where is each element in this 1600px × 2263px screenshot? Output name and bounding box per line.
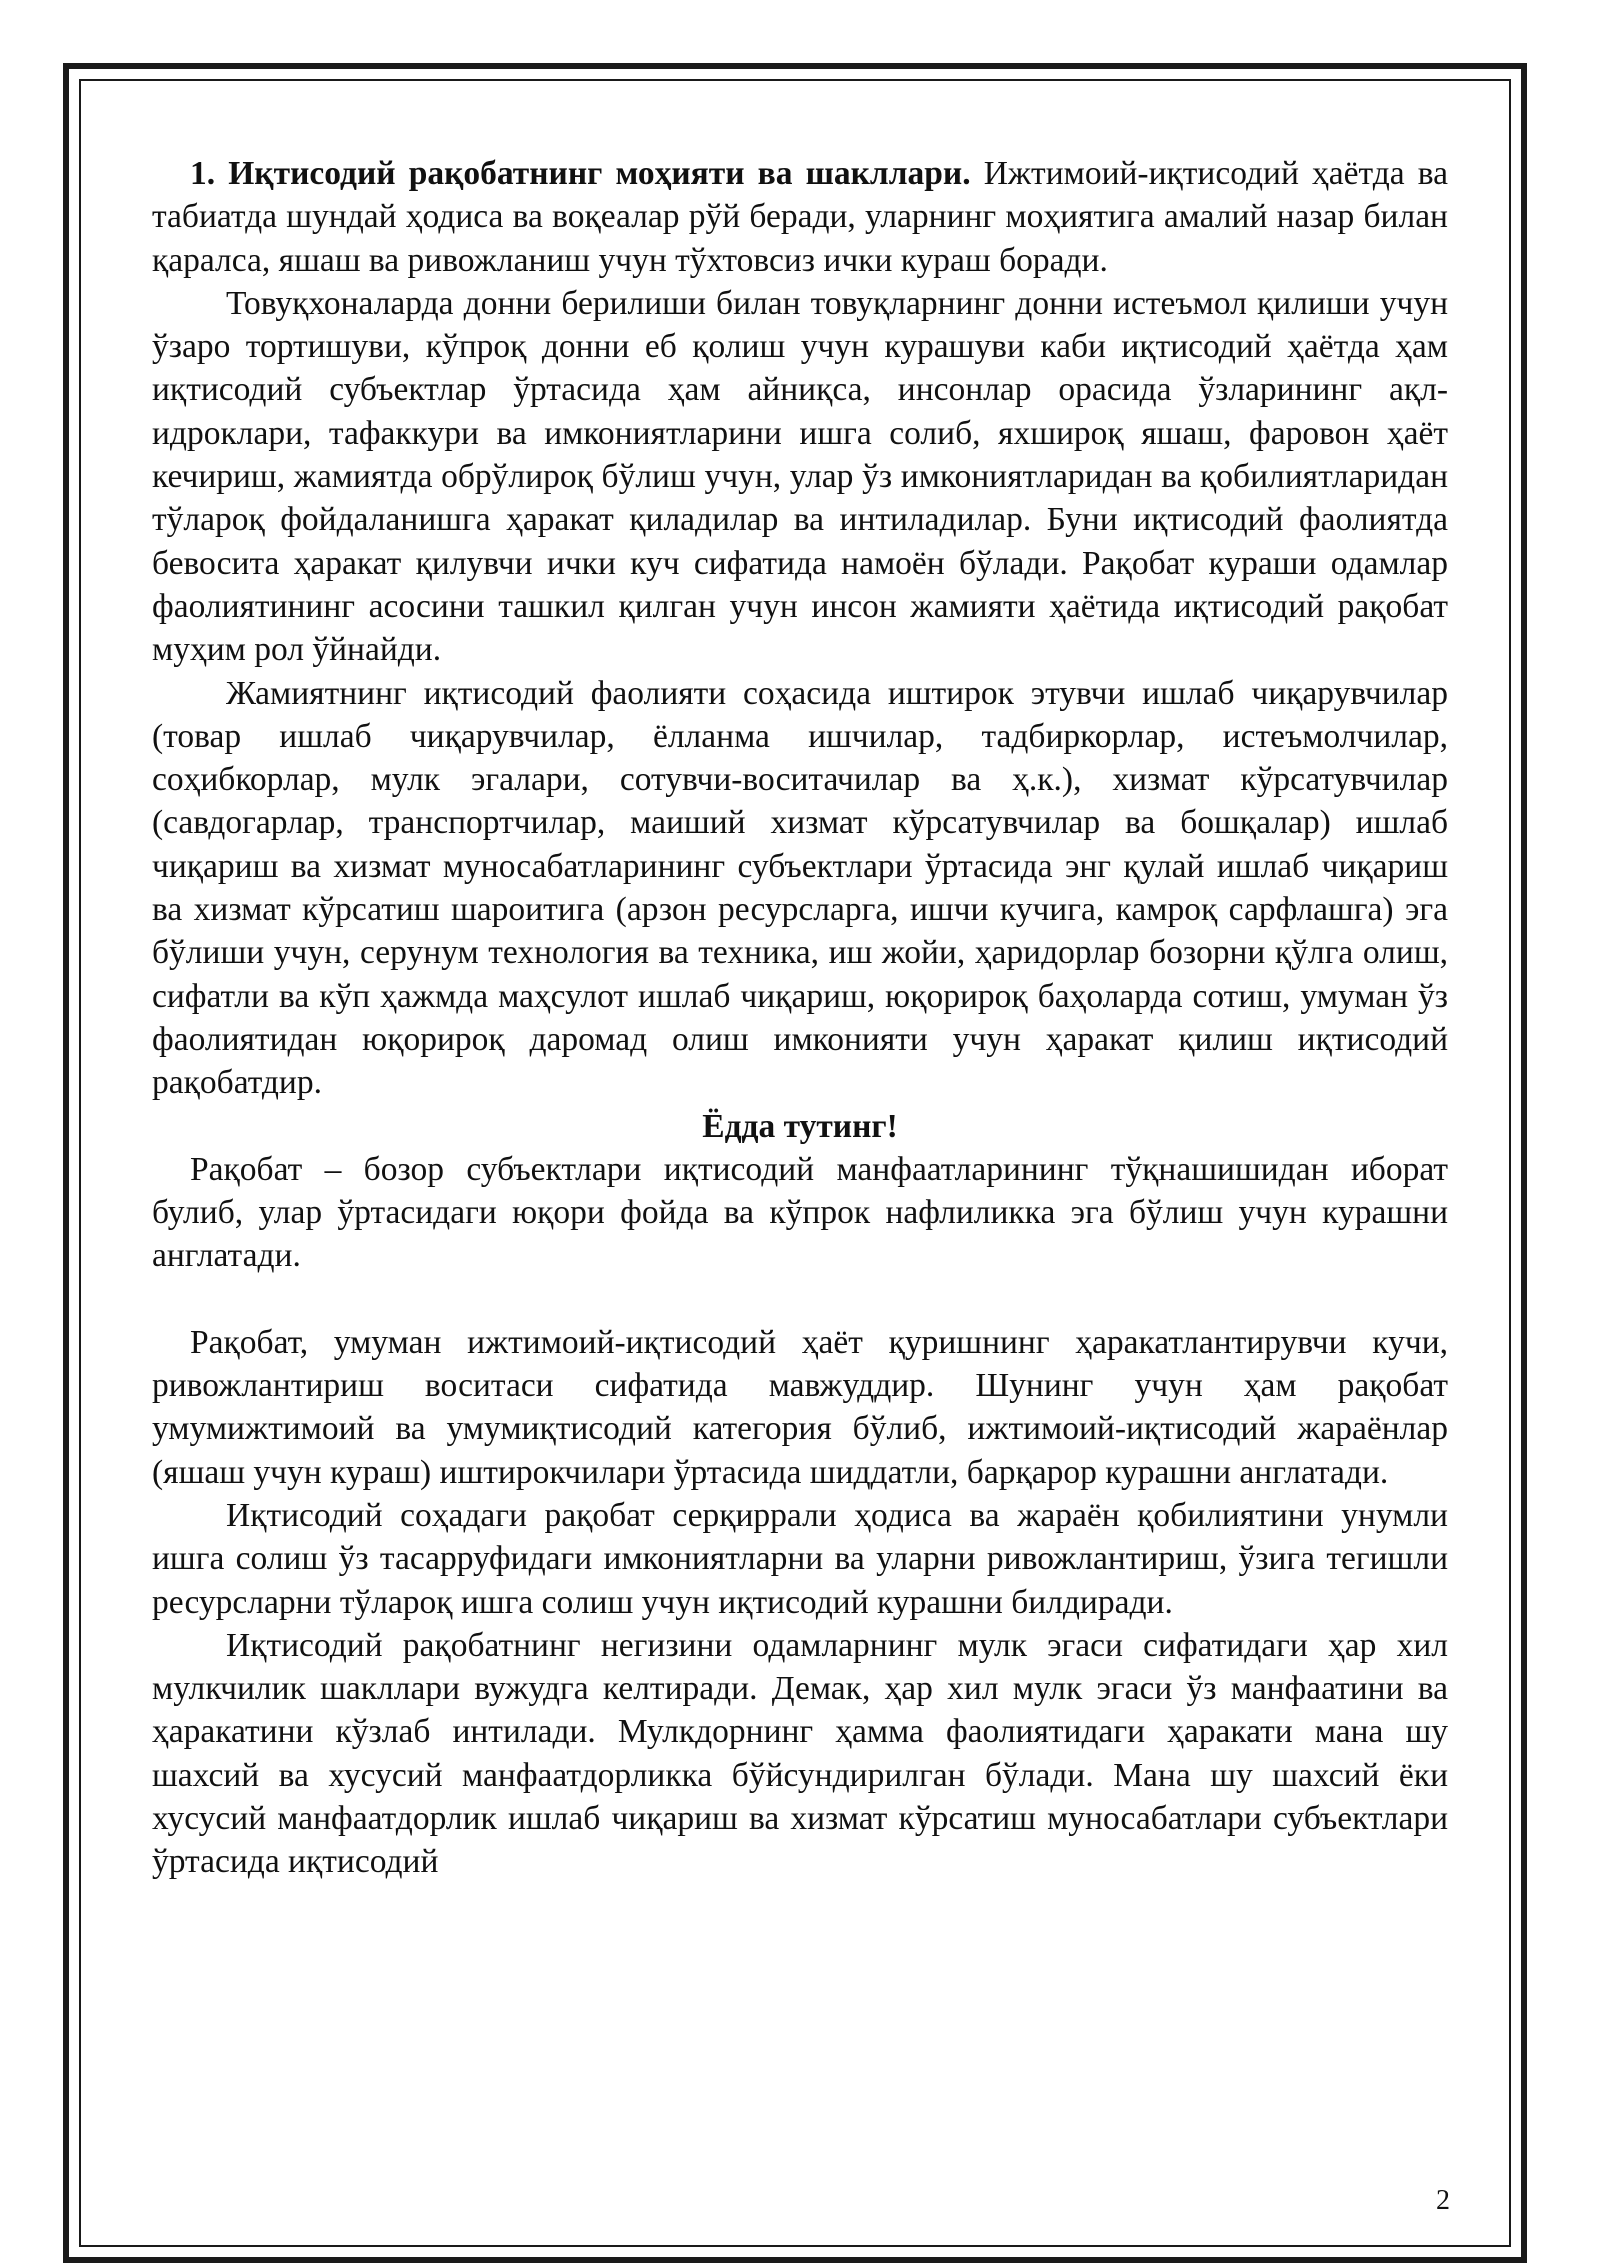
section-intro-text: Ижтимоий-иқтисодий ҳаётда ва табиатда шундай ҳодиса ва воқеалар рўй беради, уларнинг моҳиятига амалий назар билан қаралса, яшаш ва ривожланиш учун тўхтовсиз ички кураш боради. [152,155,1449,279]
paragraph: Рақобат, умуман ижтимоий-иқтисодий ҳаёт қуришнинг ҳаракатлантирувчи кучи, ривожлантириш воситаси сифатида мавжуддир. Шунинг учун ҳам рақобат умумижтимоий ва умумиқтисодий категория бўлиб, ижтимоий-иқтисодий жараёнлар (яшаш учун кураш) иштирокчилари ўртасида шиддатли, барқарор курашни англатади. [152,1323,1448,1491]
definition-paragraph: Рақобат – бозор субъектлари иқтисодий манфаатларининг тўқнашишидан иборат булиб, улар ўртасидаги юқори фойда ва кўпрок нафлиликка эга бўлиш учун курашни англатади. [152,1150,1448,1275]
section-heading: 1. Иқтисодий рақобатнинг моҳияти ва шакллари. [190,155,971,192]
document-body [152,152,1448,1884]
paragraph-spacer [152,1278,1448,1321]
remember-heading: Ёдда тутинг! [702,1107,898,1145]
paragraph: Жамиятнинг иқтисодий фаолияти соҳасида иштирок этувчи ишлаб чиқарувчилар (товар ишлаб чиқарувчилар, ёлланма ишчилар, тадбиркорлар, истеъмолчилар, соҳибкорлар, мулк эгалари, сотувчи-воситачилар ва ҳ.к.), хизмат кўрсатувчилар (савдогарлар, транспортчилар, маиший хизмат кўрсатувчилар ва бошқалар) ишлаб чиқариш ва хизмат муносабатларининг субъектлари ўртасида энг қулай ишлаб чиқариш ва хизмат кўрсатиш шароитига (арзон ресурсларга, ишчи кучига, камроқ сарфлашга) эга бўлиши учун, серунум технология ва техника, иш жойи, ҳаридорлар бозорни қўлга олиш, сифатли ва кўп ҳажмда маҳсулот ишлаб чиқариш, юқорироқ баҳоларда сотиш, умуман ўз фаолиятидан юқорироқ даромад олиш имконияти учун ҳаракат қилиш иқтисодий рақобатдир. [152,674,1448,1102]
paragraph: Иқтисодий соҳадаги рақобат серқиррали ҳодиса ва жараён қобилиятини унумли ишга солиш ўз тасарруфидаги имкониятларни ва уларни ривожлантириш, ўзига тегишли ресурсларни тўлароқ ишга солиш учун иқтисодий курашни билдиради. [152,1496,1448,1621]
section-intro-paragraph [152,152,1448,282]
paragraph: Иқтисодий рақобатнинг негизини одамларнинг мулк эгаси сифатидаги ҳар хил мулкчилик шакллари вужудга келтиради. Демак, ҳар хил мулк эгаси ўз манфаатини ва ҳаракатини кўзлаб интилади. Мулкдорнинг ҳамма фаолиятидаги ҳаракати мана шу шахсий ва хусусий манфаатдорликка бўйсундирилган бўлади. Мана шу шахсий ёки хусусий манфаатдорлик ишлаб чиқариш ва хизмат кўрсатиш муносабатлари субъектлари ўртасида иқтисодий [152,1626,1448,1881]
paragraph: Товуқхоналарда донни берилиши билан товуқларнинг донни истеъмол қилиши учун ўзаро тортишуви, кўпроқ донни еб қолиш учун курашуви каби иқтисодий ҳаётда ҳам иқтисодий субъектлар ўртасида ҳам айниқса, инсонлар орасида ўзларининг ақл-идроклари, тафаккури ва имкониятларини ишга солиб, яхшироқ яшаш, фаровон ҳаёт кечириш, жамиятда обрўлироқ бўлиш учун, улар ўз имкониятларидан ва қобилиятларидан тўлароқ фойдаланишга ҳаракат қиладилар ва интиладилар. Буни иқтисодий фаолиятда бевосита ҳаракат қилувчи ички куч сифатида намоён бўлади. Рақобат кураши одамлар фаолиятининг асосини ташкил қилган учун инсон жамияти ҳаётида иқтисодий рақобат муҳим рол ўйнайди. [152,284,1448,669]
page-number: 2 [1436,2185,1450,2216]
